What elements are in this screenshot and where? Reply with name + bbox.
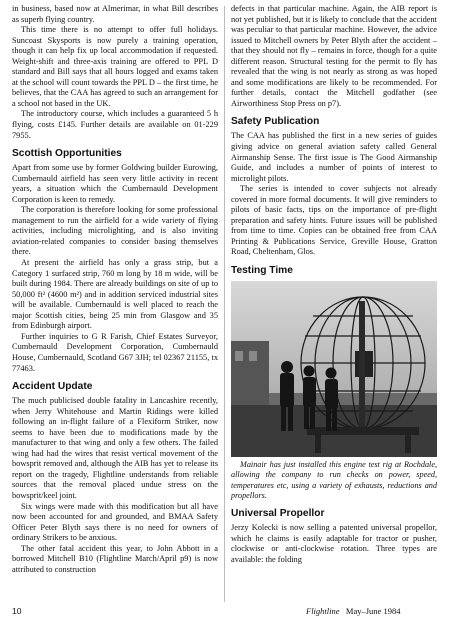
safety-paragraph: The series is intended to cover subjects not already covered in more formal documents. It will give reminders to pilots of basic facts, tips on the importance of pre-flight preparation and safety hints. Future issues will be published from time to time. Copies can be obtained free from CAA Printing & Publications Service, Greville House, Gratton Road, Cheltenham, Glos.	[231, 184, 437, 257]
right-column	[231, 4, 437, 565]
intro-paragraph: This time there is no attempt to offer full holidays. Suncoast Skysports is now purely a training operation, though it can help fix up local accommodation if requested. Weight-shift and three-axis training are offered to PPL D standard and Bill says that all hours logged and exams taken at the school will count towards the PPL D – the first time, he believes, that the CAA has agreed to such an arrangement for a school not based in the UK.	[12, 25, 218, 108]
magazine-name: Flightline	[306, 606, 340, 616]
scottish-paragraph: The corporation is therefore looking for some professional management to run the airfield for a wide variety of flying activities, including microlighting, and is also inviting aviation-related companies to consider basing themselves there.	[12, 205, 218, 257]
propellor-paragraph: Jerzy Kolecki is now selling a patented universal propellor, which he claims is easily adaptable for tractor or pusher, clockwise or anti-clockwise rotation. Three types are available: the folding	[231, 523, 437, 564]
scottish-paragraph: Further inquiries to G R Farish, Chief Estates Surveyor, Cumbernauld Development Corporation, Cumbernauld House, Cumbernauld, Scotland G67 3JH; tel 02367 21155, tx 77463.	[12, 331, 218, 373]
intro-paragraph: The introductory course, which includes a guaranteed 5 h flying, costs £145. Further details are available on 01-229 7955.	[12, 109, 218, 140]
scottish-paragraph: At present the airfield has only a grass strip, but a Category 1 surfaced strip, 760 m long by 18 m wide, will be built during 1984. There are already buildings on site of up to 50,000 ft² (4600 m²) and in addition serviced industrial sites will be available. Cumbernauld is well placed to reach the major Scottish cities, being 25 min from Glasgow and 35 from Edinburgh airport.	[12, 258, 218, 331]
section-heading-accident: Accident Update	[12, 381, 93, 393]
left-column	[12, 4, 218, 575]
section-heading-testing: Testing Time	[231, 265, 293, 277]
column-divider	[224, 6, 225, 602]
scottish-paragraph: Apart from some use by former Goldwing builder Eurowing, Cumbernauld airfield has seen very little activity in recent years, a situation which the Cumbernauld Development Corporation is keen to remedy.	[12, 163, 218, 204]
safety-paragraph: The CAA has published the first in a new series of guides giving advice on general aviation safety called General Airmanship Sense. The first issue is The Good Airmanship Guide, and includes a number of points of interest to microlight pilots.	[231, 131, 437, 183]
continued-paragraph: defects in that particular machine. Again, the AIB report is not yet published, but it is likely to conclude that the accident was peculiar to that particular machine. However, the advice issued to Mitchell owners by Peter Blyth after the accident – that they should not fly – remains in force, though for a quite different reason. Structural testing for the permit to fly has revealed that the wing is not nearly as strong as was hoped and some modifications are likely to be recommended. For further details, contact the Mitchell godfather (see Airworthiness Stop Press on p7).	[231, 4, 437, 108]
photo-caption: Mainair has just installed this engine test rig at Rochdale, allowing the company to run checks on power, speed, temperatures etc, using a variety of exhausts, reductions and propellors.	[231, 460, 437, 500]
section-heading-safety: Safety Publication	[231, 116, 320, 128]
issue-footer	[306, 606, 400, 616]
engine-test-rig-photo	[231, 281, 437, 457]
accident-paragraph: Six wings were made with this modification but all have now been accounted for and grounded, and BMAA Safety Officer Peter Blyth says there is no need for owners of ordinary Strikers to be anxious.	[12, 501, 218, 543]
section-heading-propellor: Universal Propellor	[231, 508, 325, 520]
accident-paragraph: The much publicised double fatality in Lancashire recently, when Jerry Whitehouse and Martin Ridings were killed following an in-flight failure of a Flexiform Striker, now seems to have been due to modifications made by the manufacturer to that wing and only a few others. The failed wing had had the wires that resist vertical movement of the bowsprit removed and, although the AIB has yet to release its report on the tragedy, Flightline understands from reliable sources that the removal placed undue stress on the bowsprit/keel joint.	[12, 396, 218, 500]
page-number: 10	[12, 606, 22, 616]
accident-paragraph: The other fatal accident this year, to John Abbott in a borrowed Mitchell B10 (Flightline March/April p9) is now attributed to construction	[12, 543, 218, 574]
intro-paragraph: in business, based now at Almerimar, in what Bill describes as superb flying country.	[12, 4, 218, 24]
issue-date: May–June 1984	[345, 606, 401, 616]
section-heading-scottish: Scottish Opportunities	[12, 148, 122, 160]
